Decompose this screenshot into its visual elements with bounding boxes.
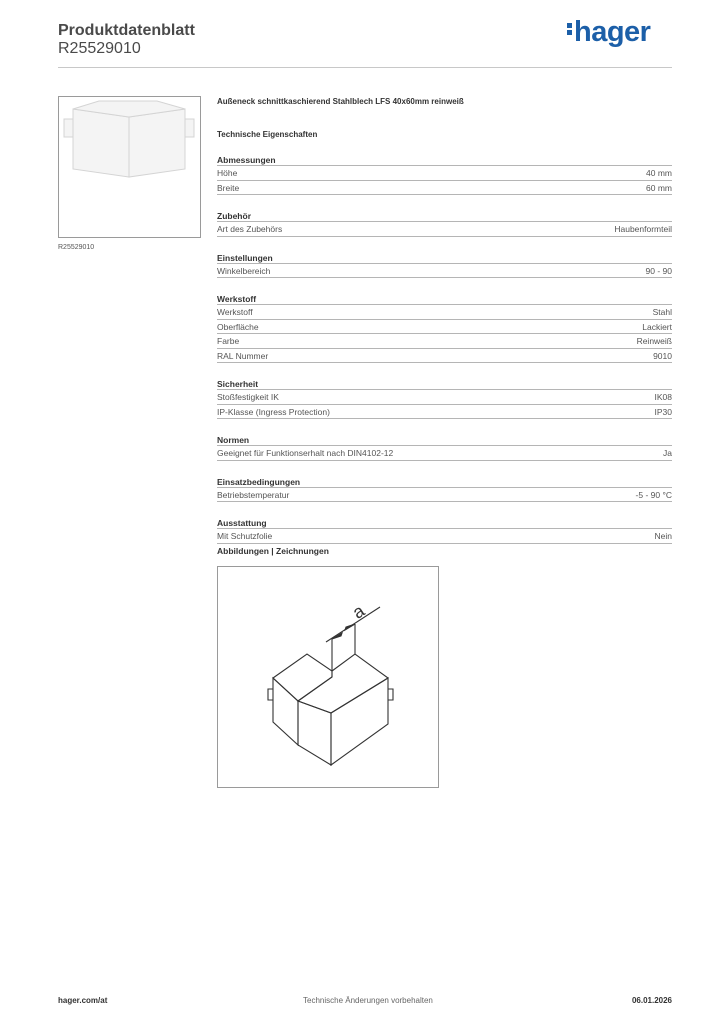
- properties-list: [217, 154, 672, 544]
- property-value: -5 - 90 °C: [635, 489, 672, 500]
- footer-website[interactable]: hager.com/at: [58, 996, 108, 1005]
- property-value: Stahl: [652, 307, 672, 317]
- section-einsatzbedingungen: [217, 476, 672, 503]
- product-details: [217, 96, 672, 544]
- property-value: Lackiert: [642, 321, 672, 332]
- page-title: Produktdatenblatt: [58, 22, 195, 39]
- drawing-left-tab: [268, 689, 273, 700]
- section-title: Abmessungen: [217, 154, 672, 166]
- drawing-right-side: [331, 678, 388, 765]
- footer: [58, 996, 672, 1005]
- image-caption: R25529010: [58, 244, 95, 251]
- property-value: Nein: [654, 531, 672, 541]
- section-werkstoff: [217, 293, 672, 363]
- property-label: Betriebstemperatur: [217, 489, 290, 500]
- property-row: [217, 529, 672, 544]
- section-normen: [217, 434, 672, 461]
- property-value: IK08: [654, 392, 672, 402]
- property-label: Art des Zubehörs: [217, 224, 283, 234]
- drawing-right-tab: [388, 689, 393, 700]
- property-row: [217, 320, 672, 335]
- property-row: [217, 166, 672, 181]
- property-row: [217, 222, 672, 237]
- section-title: Zubehör: [217, 210, 672, 222]
- section-title: Sicherheit: [217, 378, 672, 390]
- section-ausstattung: [217, 517, 672, 544]
- section-title: Werkstoff: [217, 293, 672, 305]
- property-value: Ja: [663, 448, 672, 458]
- property-row: [217, 334, 672, 349]
- property-label: Werkstoff: [217, 307, 253, 317]
- section-sicherheit: [217, 378, 672, 419]
- property-value: 40 mm: [646, 168, 672, 178]
- section-zubehör: [217, 210, 672, 237]
- property-label: RAL Nummer: [217, 350, 269, 361]
- property-value: 90 - 90: [645, 265, 672, 276]
- technical-drawing: [217, 566, 439, 788]
- property-value: 60 mm: [646, 182, 672, 193]
- property-label: Geeignet für Funktionserhalt nach DIN4102-12: [217, 448, 394, 458]
- property-row: [217, 264, 672, 279]
- property-label: Höhe: [217, 168, 238, 178]
- section-abmessungen: [217, 154, 672, 195]
- figures-heading: Abbildungen | Zeichnungen: [217, 546, 329, 556]
- drawing-dimension-label: a: [348, 600, 369, 623]
- property-label: IP-Klasse (Ingress Protection): [217, 406, 330, 417]
- property-value: 9010: [653, 350, 672, 361]
- drawing-left-side: [273, 678, 298, 745]
- drawing-arrow-right: [345, 624, 355, 630]
- property-label: Breite: [217, 182, 240, 193]
- property-value: IP30: [654, 406, 672, 417]
- property-row: [217, 390, 672, 405]
- drawing-arrow-left: [332, 633, 342, 639]
- section-einstellungen: [217, 252, 672, 279]
- property-row: [217, 446, 672, 461]
- section-title: Einsatzbedingungen: [217, 476, 672, 488]
- property-row: [217, 488, 672, 503]
- product-image: [58, 96, 201, 238]
- section-title: Einstellungen: [217, 252, 672, 264]
- property-label: Farbe: [217, 336, 240, 346]
- property-row: [217, 405, 672, 420]
- property-label: Winkelbereich: [217, 265, 271, 276]
- footer-note: Technische Änderungen vorbehalten: [303, 996, 433, 1005]
- section-title: Ausstattung: [217, 517, 672, 529]
- property-row: [217, 181, 672, 196]
- header-divider: [58, 67, 672, 68]
- tech-properties-heading: Technische Eigenschaften: [217, 130, 318, 139]
- drawing-top-right-face: [298, 654, 388, 713]
- property-label: Oberfläche: [217, 321, 259, 332]
- footer-date: 06.01.2026: [631, 996, 672, 1005]
- hager-logo: [567, 16, 650, 49]
- property-value: Reinweiß: [636, 336, 672, 346]
- drawing-front-face: [298, 701, 331, 765]
- property-label: Stoßfestigkeit IK: [217, 392, 279, 402]
- property-value: Haubenformteil: [614, 224, 672, 234]
- property-row: [217, 349, 672, 364]
- property-label: Mit Schutzfolie: [217, 531, 273, 541]
- product-number: R25529010: [58, 40, 141, 57]
- product-title: Außeneck schnittkaschierend Stahlblech LFS 40x60mm reinweiß: [217, 97, 464, 106]
- logo-text: hager: [574, 16, 651, 48]
- drawing-top-left-face: [273, 654, 332, 701]
- section-title: Normen: [217, 434, 672, 446]
- property-row: [217, 305, 672, 320]
- logo-dots-icon: [567, 21, 572, 37]
